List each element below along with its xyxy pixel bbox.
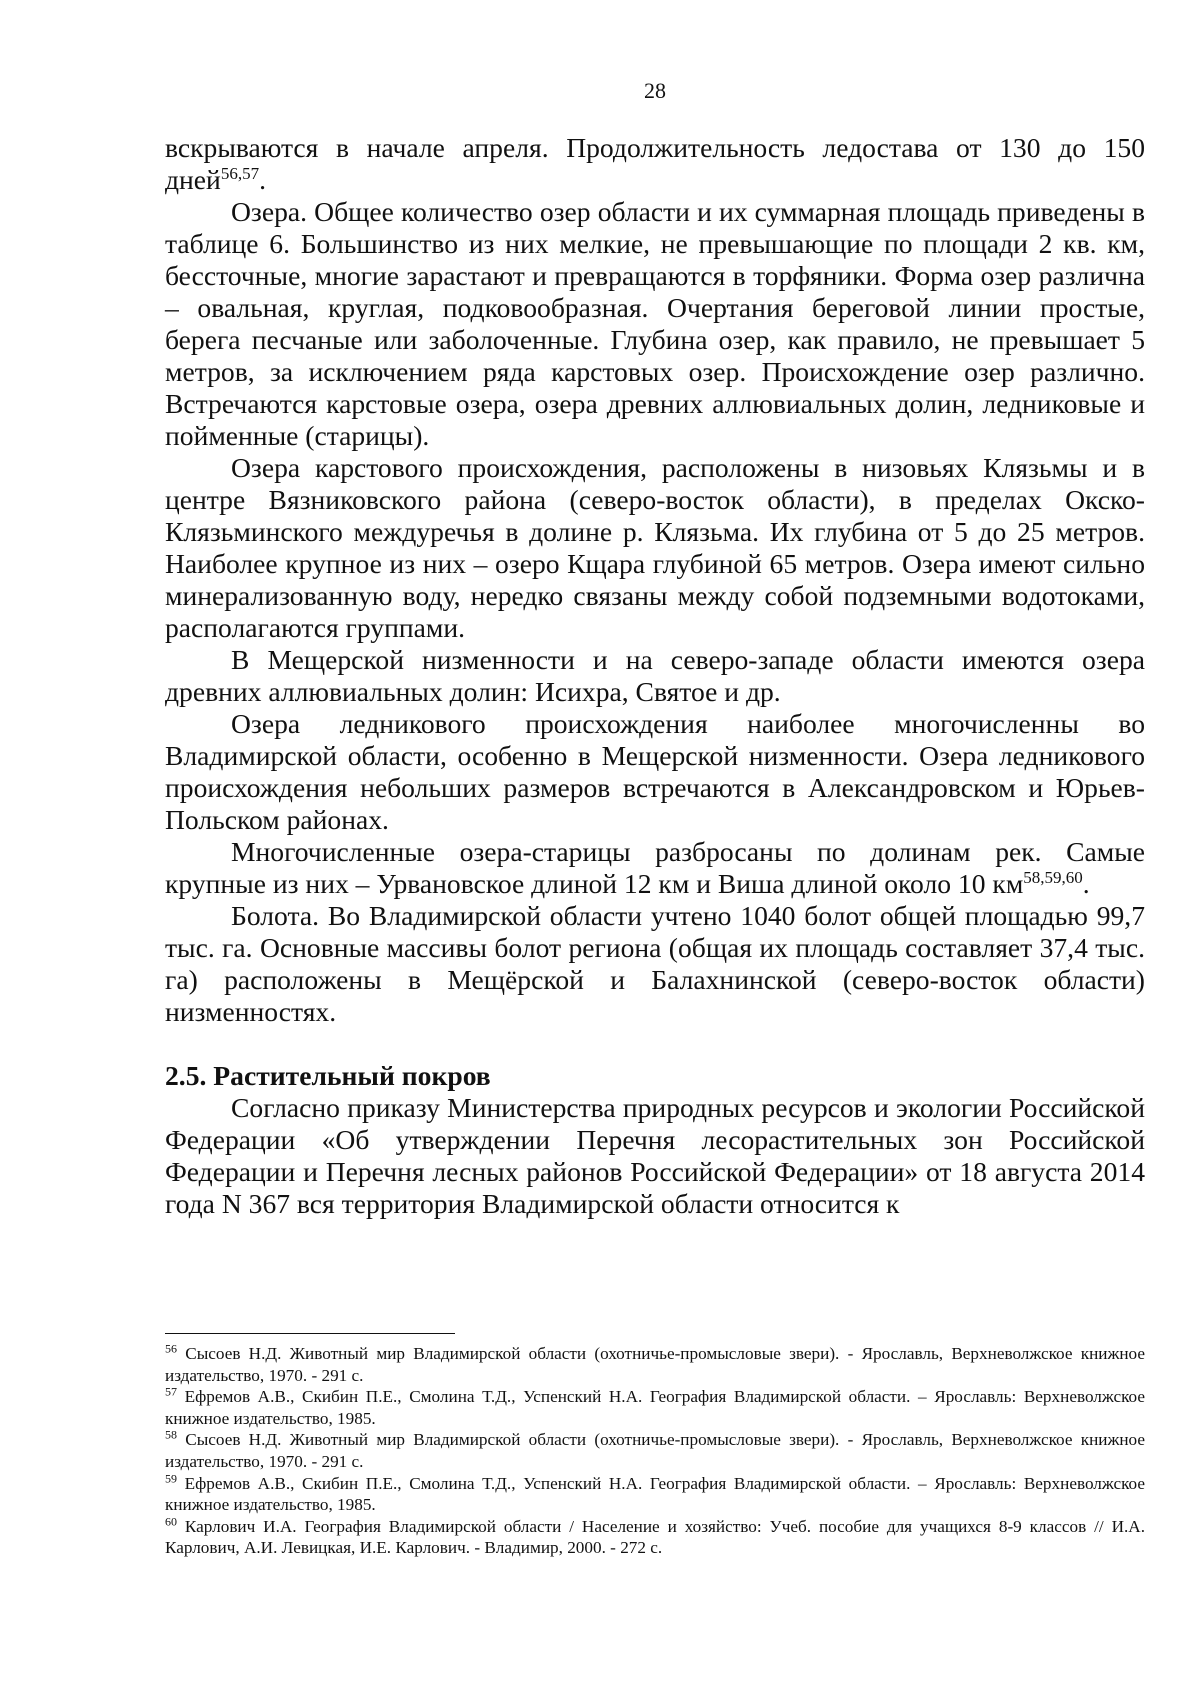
footnote-divider xyxy=(165,1333,455,1334)
paragraph-glacial-lakes: Озера ледникового происхождения наиболее многочисленны во Владимирской области, особенно в Мещерской низменности. Озера ледникового происхождения небольших размеров встречаются в Александровском и Юрьев-Польском районах. xyxy=(165,708,1145,835)
footnote-item: $^{60}$ Карлович И.А. География Владимирской области / Население и хозяйство: Учеб. пособие для учащихся 8-9 классов // И.А. Карлович, А.И. Левицкая, И.Е. Карлович. - Владимир, 2000. - 272 с. xyxy=(165,1514,1145,1558)
paragraph-oxbow-lakes: Многочисленные озера-старицы разбросаны по долинам рек. Самые крупные из них – Урвановское длиной 12 км и Виша длиной около 10 км$^{58,59,60}$. xyxy=(165,836,1145,899)
paragraph-swamps: Болота. Во Владимирской области учтено 1040 болот общей площадью 99,7 тыс. га. Основные массивы болот региона (общая их площадь составляет 37,4 тыс. га) расположены в Мещёрской и Балахнинской (северо-восток области) низменностях. xyxy=(165,900,1145,1027)
footnote-item: $^{56}$ Сысоев Н.Д. Животный мир Владимирской области (охотничье-промысловые звери). - Ярославль, Верхневолжское книжное издательство, 1970. - 291 с. xyxy=(165,1341,1145,1385)
footnote-ref: 56,57 xyxy=(220,163,260,183)
footnotes xyxy=(165,1343,1145,1559)
paragraph-karst-lakes: Озера карстового происхождения, расположены в низовьях Клязьмы и в центре Вязниковского района (северо-восток области), в пределах Окско-Клязьминского междуречья в долине р. Клязьма. Их глубина от 5 до 25 метров. Наиболее крупное из них – озеро Кщара глубиной 65 метров. Озера имеют сильно минерализованную воду, нередко связаны между собой подземными водотоками, располагаются группами. xyxy=(165,452,1145,643)
paragraph-vegetation: Согласно приказу Министерства природных ресурсов и экологии Российской Федерации «Об утверждении Перечня лесорастительных зон Российской Федерации и Перечня лесных районов Российской Федерации» от 18 августа 2014 года N 367 вся территория Владимирской области относится к xyxy=(165,1092,1145,1219)
page-number: 28 xyxy=(644,78,666,103)
footnote-ref: 58,59,60 xyxy=(1023,867,1083,887)
paragraph-lakes: Озера. Общее количество озер области и их суммарная площадь приведены в таблице 6. Большинство из них мелкие, не превышающие по площади 2 кв. км, бессточные, многие зарастают и превращаются в торфяники. Форма озер различна – овальная, круглая, подковообразная. Очертания береговой линии простые, берега песчаные или заболоченные. Глубина озер, как правило, не превышает 5 метров, за исключением ряда карстовых озер. Происхождение озер различно. Встречаются карстовые озера, озера древних аллювиальных долин, ледниковые и пойменные (старицы). xyxy=(165,196,1145,451)
footnote-item: $^{58}$ Сысоев Н.Д. Животный мир Владимирской области (охотничье-промысловые звери). - Ярославль, Верхневолжское книжное издательство, 1970. - 291 с. xyxy=(165,1427,1145,1471)
document-page xyxy=(165,0,1145,1696)
footnote-item: $^{59}$ Ефремов А.В., Скибин П.Е., Смолина Т.Д., Успенский Н.А. География Владимирской области. – Ярославль: Верхневолжское книжное издательство, 1985. xyxy=(165,1470,1145,1515)
paragraph-alluvial-lakes: В Мещерской низменности и на северо-западе области имеются озера древних аллювиальных долин: Исихра, Святое и др. xyxy=(165,644,1145,707)
footnote-item: $^{57}$ Ефремов А.В., Скибин П.Е., Смолина Т.Д., Успенский Н.А. География Владимирской области. – Ярославль: Верхневолжское книжное издательство, 1985. xyxy=(165,1384,1145,1428)
paragraph-ice-cover: вскрываются в начале апреля. Продолжительность ледостава от 130 до 150 дней$^{56,57}$. xyxy=(165,132,1145,195)
section-heading: 2.5. Растительный покров xyxy=(165,1060,491,1091)
body-text xyxy=(165,132,1145,1220)
